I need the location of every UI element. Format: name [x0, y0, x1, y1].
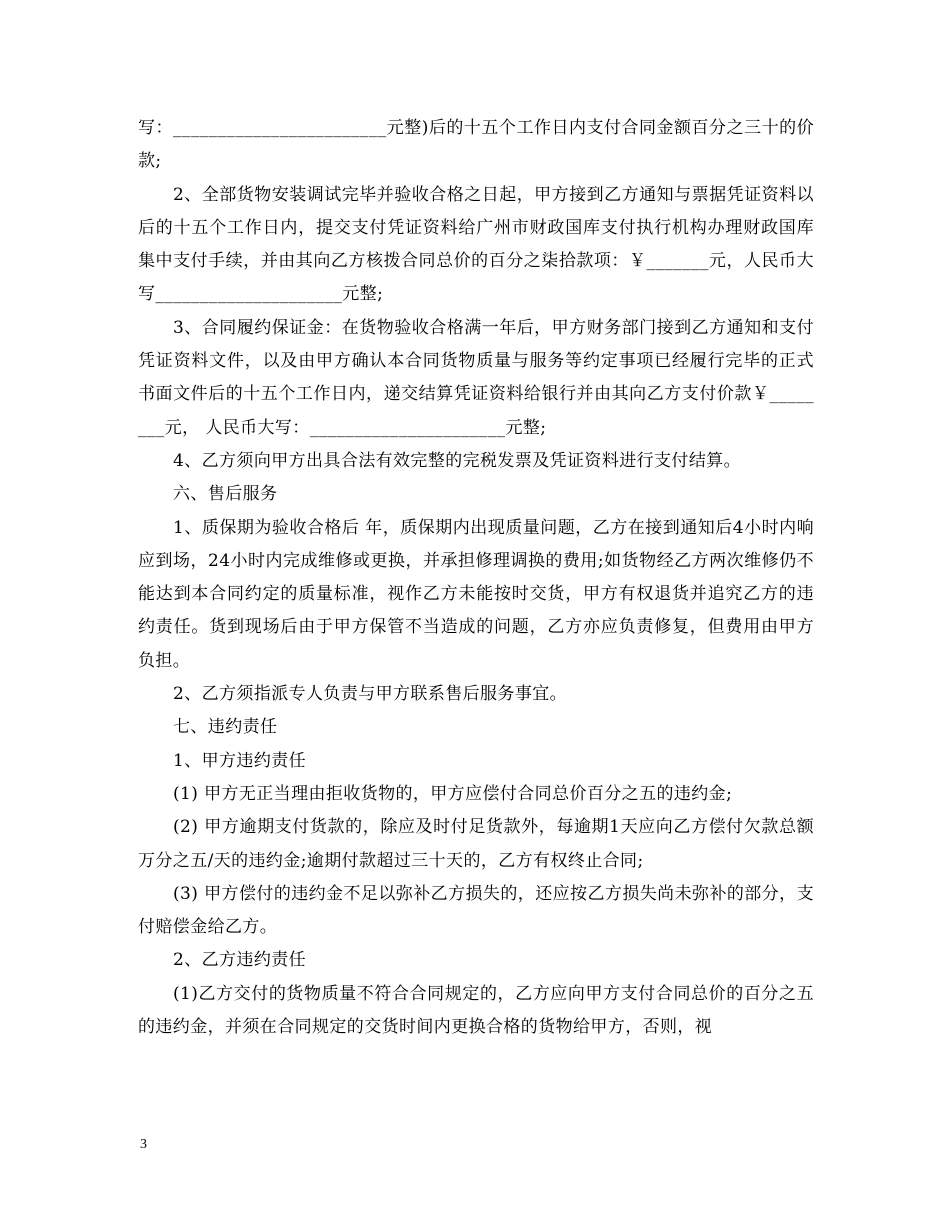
paragraph-party-b-item-1: (1)乙方交付的货物质量不符合合同规定的，乙方应向甲方支付合同总价的百分之五的违约金，并须在合同规定的交货时间内更换合格的货物给甲方，否则，视 [138, 983, 814, 1038]
section-heading-liability: 七、违约责任 [173, 717, 278, 738]
subheading-party-b-liability: 2、乙方违约责任 [173, 950, 307, 971]
page-number: 3 [140, 1137, 147, 1152]
paragraph-party-a-item-2: (2) 甲方逾期支付货款的，除应及时付足货款外，每逾期1天应向乙方偿付欠款总额万分之五/天的违约金;逾期付款超过三十天的，乙方有权终止合同; [138, 817, 814, 871]
paragraph-warranty: 1、质保期为验收合格后 年，质保期内出现质量问题，乙方在接到通知后4小时内响应到场，24小时内完成维修或更换，并承担修理调换的费用;如货物经乙方两次维修仍不能达到本合同约定的质量标准，视作乙方未能按时交货，甲方有权退货并追究乙方的违约责任。货到现场后由于甲方保管不当造成的问题，乙方亦应负责修复，但费用由甲方负担。 [138, 517, 814, 671]
document-body [138, 112, 814, 1044]
paragraph-clause-4-invoice: 4、乙方须向甲方出具合法有效完整的完税发票及凭证资料进行支付结算。 [173, 450, 742, 471]
paragraph-clause-2-final-payment: 2、全部货物安装调试完毕并验收合格之日起，甲方接到乙方通知与票据凭证资料以后的十五个工作日内，提交支付凭证资料给广州市财政国库支付执行机构办理财政国库集中支付手续，并由其向乙方核拨合同总价的百分之柒拾款项：￥_______元，人民币大写_____________________元整; [138, 184, 814, 305]
paragraph-clause-3-performance-bond: 3、合同履约保证金：在货物验收合格满一年后，甲方财务部门接到乙方通知和支付凭证资料文件，以及由甲方确认本合同货物质量与服务等约定事项已经履行完毕的正式书面文件后的十五个工作日内，递交结算凭证资料给银行并由其向乙方支付价款￥________元， 人民币大写：______________________元整; [138, 317, 814, 438]
section-heading-after-sales: 六、售后服务 [173, 484, 278, 505]
paragraph-payment-continuation: 写：________________________元整)后的十五个工作日内支付合同金额百分之三十的价款; [138, 118, 814, 172]
paragraph-party-a-item-3: (3) 甲方偿付的违约金不足以弥补乙方损失的，还应按乙方损失尚未弥补的部分，支付赔偿金给乙方。 [138, 883, 814, 938]
paragraph-service-contact: 2、乙方须指派专人负责与甲方联系售后服务事宜。 [173, 684, 568, 705]
paragraph-party-a-item-1: (1) 甲方无正当理由拒收货物的，甲方应偿付合同总价百分之五的违约金; [173, 783, 733, 804]
subheading-party-a-liability: 1、甲方违约责任 [173, 750, 307, 771]
